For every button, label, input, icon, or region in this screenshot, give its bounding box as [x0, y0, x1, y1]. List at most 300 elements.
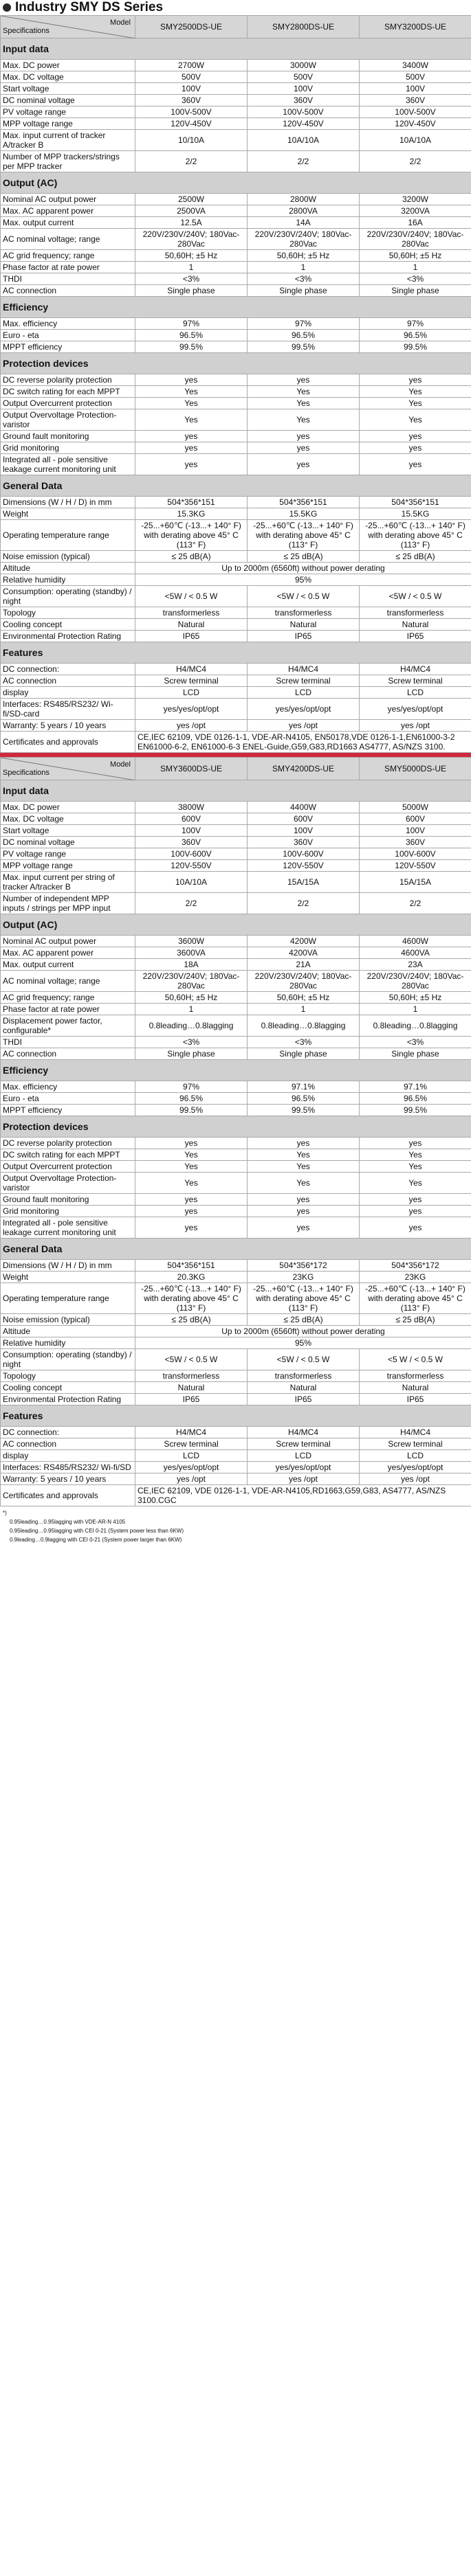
spec-value: 0.8leading…0.8lagging: [135, 1015, 248, 1037]
spec-row: [1, 1194, 471, 1206]
page-title-text: Industry SMY DS Series: [15, 0, 164, 14]
spec-value: 120V-450V: [248, 118, 360, 130]
spec-value: 360V: [135, 95, 248, 106]
spec-value: 600V: [135, 813, 248, 825]
spec-value: Single phase: [135, 285, 248, 297]
spec-row: [1, 1438, 471, 1450]
spec-value: 360V: [360, 837, 471, 848]
spec-value: 4200VA: [248, 947, 360, 959]
spec-label: Cooling concept: [1, 619, 135, 631]
spec-value: Yes: [135, 1149, 248, 1161]
spec-value: <3%: [360, 1037, 471, 1048]
spec-value-merged: Up to 2000m (6560ft) without power derating: [135, 563, 471, 574]
spec-value: 120V-550V: [135, 860, 248, 872]
spec-label: Integrated all - pole sensitive leakage current monitoring unit: [1, 454, 135, 475]
model-name: SMY5000DS-UE: [360, 758, 471, 780]
spec-row: [1, 992, 471, 1004]
section-title: Protection devices: [1, 353, 471, 374]
spec-value: ≤ 25 dB(A): [248, 1314, 360, 1326]
spec-value: 5000W: [360, 802, 471, 813]
spec-row: [1, 1450, 471, 1462]
spec-value: <3%: [135, 273, 248, 285]
spec-row: [1, 330, 471, 341]
spec-value: 99.5%: [360, 1105, 471, 1116]
spec-value: Single phase: [248, 1048, 360, 1060]
spec-value: 100V: [248, 83, 360, 95]
spec-value: 1: [360, 1004, 471, 1015]
spec-row: [1, 574, 471, 586]
model-name: SMY2800DS-UE: [248, 16, 360, 38]
spec-value: 18A: [135, 959, 248, 971]
spec-label: Max. output current: [1, 959, 135, 971]
spec-row: [1, 118, 471, 130]
spec-row: [1, 664, 471, 675]
spec-value: <5W / < 0.5 W: [135, 1349, 248, 1370]
spec-label: display: [1, 1450, 135, 1462]
spec-value: LCD: [135, 687, 248, 699]
spec-value: 1: [360, 262, 471, 273]
spec-value: yes: [135, 1217, 248, 1239]
spec-value: Yes: [135, 398, 248, 409]
section-title: Output (AC): [1, 914, 471, 936]
model-header-row: [1, 758, 471, 780]
model-name: SMY3600DS-UE: [135, 758, 248, 780]
spec-label: Warranty: 5 years / 10 years: [1, 720, 135, 732]
spec-value: 3400W: [360, 60, 471, 71]
spec-row: [1, 398, 471, 409]
spec-row: [1, 837, 471, 848]
section-title: General Data: [1, 1239, 471, 1260]
spec-label: Interfaces: RS485/RS232/ Wi-fi/SD-card: [1, 699, 135, 720]
spec-label: Relative humidity: [1, 574, 135, 586]
spec-label: Max. DC voltage: [1, 813, 135, 825]
footnote-line: 0.95leading…0.95lagging with CEI 0-21 (System power less than 6KW): [10, 1528, 184, 1534]
spec-value: 23KG: [248, 1272, 360, 1283]
spec-label: Euro - eta: [1, 330, 135, 341]
spec-value: 500V: [360, 71, 471, 83]
spec-value: 120V-450V: [360, 118, 471, 130]
spec-label: Nominal AC output power: [1, 194, 135, 205]
spec-value: IP65: [135, 631, 248, 642]
spec-row: [1, 813, 471, 825]
spec-label: Operating temperature range: [1, 520, 135, 551]
spec-row: [1, 431, 471, 442]
spec-label: Max. efficiency: [1, 318, 135, 330]
section-header-row: [1, 172, 471, 194]
spec-value: 100V-600V: [135, 848, 248, 860]
model-label: Model: [110, 760, 131, 769]
spec-value: 0.8leading…0.8lagging: [248, 1015, 360, 1037]
section-title: Features: [1, 642, 471, 664]
spec-value: 50,60H; ±5 Hz: [248, 992, 360, 1004]
spec-row: [1, 947, 471, 959]
spec-value: yes: [248, 1206, 360, 1217]
spec-value: 99.5%: [360, 341, 471, 353]
spec-row: [1, 386, 471, 398]
spec-value: 50,60H; ±5 Hz: [360, 992, 471, 1004]
spec-value: yes /opt: [135, 1473, 248, 1485]
spec-label: Warranty: 5 years / 10 years: [1, 1473, 135, 1485]
spec-label: Max. DC power: [1, 60, 135, 71]
spec-row: [1, 872, 471, 893]
section-title: Efficiency: [1, 297, 471, 318]
spec-row: [1, 1004, 471, 1015]
spec-label: Displacement power factor, configurable*: [1, 1015, 135, 1037]
specifications-label: Specifications: [3, 769, 50, 777]
spec-value: Yes: [360, 386, 471, 398]
spec-row: [1, 217, 471, 229]
spec-value: 23KG: [360, 1272, 471, 1283]
spec-label: Max. DC voltage: [1, 71, 135, 83]
spec-value: yes/yes/opt/opt: [135, 699, 248, 720]
spec-row: [1, 1473, 471, 1485]
footnote-marker: *): [3, 1510, 7, 1516]
spec-value: Yes: [360, 1173, 471, 1194]
spec-row: [1, 520, 471, 551]
spec-row: [1, 454, 471, 475]
spec-value: 50,60H; ±5 Hz: [248, 250, 360, 262]
spec-value: 360V: [248, 837, 360, 848]
spec-value: -25...+60℃ (-13...+ 140° F) with derating above 45° C (113° F): [360, 520, 471, 551]
spec-row: [1, 971, 471, 992]
spec-value: 100V-600V: [360, 848, 471, 860]
spec-value: yes: [135, 431, 248, 442]
spec-value: 504*356*151: [135, 497, 248, 508]
spec-value: LCD: [248, 1450, 360, 1462]
spec-value: 97%: [248, 318, 360, 330]
spec-value: yes/yes/opt/opt: [360, 1462, 471, 1473]
spec-value-merged: Up to 2000m (6560ft) without power derating: [135, 1326, 471, 1337]
spec-value: LCD: [135, 1450, 248, 1462]
spec-value: IP65: [248, 1394, 360, 1405]
spec-label: THDI: [1, 1037, 135, 1048]
spec-value: 20.3KG: [135, 1272, 248, 1283]
spec-label: AC nominal voltage; range: [1, 971, 135, 992]
spec-value: 360V: [248, 95, 360, 106]
section-header-row: [1, 38, 471, 60]
spec-row: [1, 1370, 471, 1382]
spec-row: [1, 508, 471, 520]
spec-value: Screw terminal: [135, 675, 248, 687]
spec-value: Single phase: [135, 1048, 248, 1060]
section-title: Output (AC): [1, 172, 471, 194]
section-header-row: [1, 1116, 471, 1138]
spec-value: 15.5KG: [360, 508, 471, 520]
spec-label: display: [1, 687, 135, 699]
spec-label: Altitude: [1, 1326, 135, 1337]
spec-value: yes: [135, 454, 248, 475]
spec-value: 1: [135, 262, 248, 273]
spec-value: ≤ 25 dB(A): [360, 551, 471, 563]
spec-value: 100V: [135, 83, 248, 95]
spec-row: [1, 1394, 471, 1405]
spec-label: Integrated all - pole sensitive leakage current monitoring unit: [1, 1217, 135, 1239]
spec-label: Operating temperature range: [1, 1283, 135, 1314]
spec-value: 360V: [135, 837, 248, 848]
spec-row: [1, 1015, 471, 1037]
spec-value: transformerless: [135, 607, 248, 619]
spec-value: <5W / < 0.5 W: [248, 586, 360, 607]
spec-value: 500V: [248, 71, 360, 83]
spec-value: 504*356*172: [248, 1260, 360, 1272]
spec-value: 120V-550V: [248, 860, 360, 872]
spec-value: Natural: [360, 1382, 471, 1394]
spec-value: yes: [360, 374, 471, 386]
spec-value: 14A: [248, 217, 360, 229]
spec-row: [1, 250, 471, 262]
spec-row: [1, 848, 471, 860]
spec-value: 0.8leading…0.8lagging: [360, 1015, 471, 1037]
spec-value: 10/10A: [135, 130, 248, 151]
spec-label: Max. input current per string of tracker A/tracker B: [1, 872, 135, 893]
spec-value: Screw terminal: [135, 1438, 248, 1450]
spec-value: yes: [135, 442, 248, 454]
spec-row: [1, 1037, 471, 1048]
spec-row: [1, 95, 471, 106]
spec-row: [1, 1314, 471, 1326]
spec-value: yes /opt: [248, 1473, 360, 1485]
spec-label: AC connection: [1, 1438, 135, 1450]
spec-value: transformerless: [248, 607, 360, 619]
spec-row: [1, 675, 471, 687]
spec-value: <3%: [135, 1037, 248, 1048]
spec-value: 96.5%: [248, 330, 360, 341]
spec-table: [0, 15, 471, 753]
spec-value: ≤ 25 dB(A): [360, 1314, 471, 1326]
section-header-row: [1, 1405, 471, 1427]
spec-label: PV voltage range: [1, 106, 135, 118]
spec-label: Certificates and approvals: [1, 1485, 135, 1506]
spec-row: [1, 1462, 471, 1473]
spec-value: yes: [360, 1194, 471, 1206]
spec-value: 99.5%: [248, 341, 360, 353]
spec-row: [1, 341, 471, 353]
spec-value: Yes: [360, 1149, 471, 1161]
model-label: Model: [110, 19, 131, 27]
spec-value: Single phase: [360, 285, 471, 297]
spec-value: 100V-600V: [248, 848, 360, 860]
spec-value: yes: [135, 374, 248, 386]
section-header-row: [1, 780, 471, 802]
spec-row: [1, 687, 471, 699]
spec-value: Screw terminal: [248, 1438, 360, 1450]
spec-table: [0, 757, 471, 1506]
spec-value: 2/2: [135, 151, 248, 172]
spec-value: 2/2: [248, 893, 360, 914]
spec-value: yes: [248, 442, 360, 454]
spec-value: yes /opt: [248, 720, 360, 732]
spec-value: yes /opt: [360, 720, 471, 732]
spec-value: 96.5%: [360, 1093, 471, 1105]
spec-value: 96.5%: [135, 1093, 248, 1105]
spec-value: 220V/230V/240V; 180Vac-280Vac: [135, 971, 248, 992]
spec-value: yes /opt: [360, 1473, 471, 1485]
spec-value: 97.1%: [248, 1081, 360, 1093]
spec-label: MPPT efficiency: [1, 1105, 135, 1116]
spec-row: [1, 1206, 471, 1217]
spec-label: Consumption: operating (standby) / night: [1, 586, 135, 607]
spec-value: 2/2: [360, 151, 471, 172]
spec-value: -25...+60℃ (-13...+ 140° F) with derating above 45° C (113° F): [248, 520, 360, 551]
spec-label: Dimensions (W / H / D) in mm: [1, 1260, 135, 1272]
spec-row: [1, 607, 471, 619]
spec-label: DC reverse polarity protection: [1, 374, 135, 386]
section-title: Input data: [1, 780, 471, 802]
spec-label: AC grid frequency; range: [1, 250, 135, 262]
spec-value: 360V: [360, 95, 471, 106]
spec-label: PV voltage range: [1, 848, 135, 860]
spec-value: 10A/10A: [248, 130, 360, 151]
spec-label: DC nominal voltage: [1, 837, 135, 848]
spec-value: Yes: [135, 1173, 248, 1194]
spec-value: -25...+60℃ (-13...+ 140° F) with derating above 45° C (113° F): [248, 1283, 360, 1314]
spec-row: [1, 130, 471, 151]
spec-row: [1, 1349, 471, 1370]
footnotes: [0, 1506, 471, 1546]
spec-value: yes: [248, 1138, 360, 1149]
spec-value: yes: [248, 374, 360, 386]
spec-label: AC connection: [1, 675, 135, 687]
spec-value: <5W / < 0.5 W: [135, 586, 248, 607]
spec-value: yes: [360, 1138, 471, 1149]
spec-value: Yes: [135, 409, 248, 431]
spec-row: [1, 959, 471, 971]
spec-value: 100V-500V: [360, 106, 471, 118]
spec-label: Max. DC power: [1, 802, 135, 813]
section-title: Efficiency: [1, 1060, 471, 1081]
spec-row: [1, 71, 471, 83]
spec-row: [1, 563, 471, 574]
spec-value: 3600W: [135, 936, 248, 947]
page-title: [0, 0, 471, 15]
spec-value: 50,60H; ±5 Hz: [135, 992, 248, 1004]
spec-value: 500V: [135, 71, 248, 83]
spec-value: 1: [248, 1004, 360, 1015]
spec-row: [1, 893, 471, 914]
spec-value: 2500VA: [135, 205, 248, 217]
spec-value: Yes: [135, 1161, 248, 1173]
spec-label: Environmental Protection Rating: [1, 631, 135, 642]
spec-value: 3200W: [360, 194, 471, 205]
section-header-row: [1, 297, 471, 318]
spec-label: Grid monitoring: [1, 442, 135, 454]
spec-row: [1, 273, 471, 285]
section-header-row: [1, 1060, 471, 1081]
spec-value: 600V: [360, 813, 471, 825]
spec-value: Yes: [248, 409, 360, 431]
spec-row: [1, 1093, 471, 1105]
spec-value: 100V: [135, 825, 248, 837]
spec-value: IP65: [135, 1394, 248, 1405]
spec-value: yes: [248, 1194, 360, 1206]
footnote-line: 0.95leading…0.95lagging with VDE-AR-N 4105: [10, 1519, 126, 1525]
spec-value: LCD: [248, 687, 360, 699]
spec-row: [1, 720, 471, 732]
spec-value: 100V-500V: [135, 106, 248, 118]
spec-row: [1, 262, 471, 273]
spec-value: 97%: [360, 318, 471, 330]
spec-value: H4/MC4: [135, 1427, 248, 1438]
spec-value: 3200VA: [360, 205, 471, 217]
spec-value: 99.5%: [248, 1105, 360, 1116]
spec-row: [1, 1161, 471, 1173]
spec-row: [1, 1149, 471, 1161]
spec-row: [1, 1217, 471, 1239]
spec-value: 12.5A: [135, 217, 248, 229]
section-header-row: [1, 914, 471, 936]
spec-value: 15.5KG: [248, 508, 360, 520]
spec-row: [1, 699, 471, 720]
spec-value: 100V: [360, 825, 471, 837]
spec-label: Certificates and approvals: [1, 732, 135, 753]
spec-value: 97%: [135, 318, 248, 330]
spec-value: 96.5%: [135, 330, 248, 341]
spec-label: Topology: [1, 1370, 135, 1382]
spec-label: Max. output current: [1, 217, 135, 229]
spec-value: IP65: [360, 1394, 471, 1405]
footnote-line: 0.9leading…0.9lagging with CEI 0-21 (System power larger than 6KW): [10, 1537, 182, 1543]
spec-row: [1, 497, 471, 508]
spec-row: [1, 194, 471, 205]
model-header-row: [1, 16, 471, 38]
spec-value: yes: [360, 454, 471, 475]
spec-value: 15A/15A: [248, 872, 360, 893]
spec-value-merged: 95%: [135, 1337, 471, 1349]
spec-label: Phase factor at rate power: [1, 262, 135, 273]
spec-value: -25...+60℃ (-13...+ 140° F) with derating above 45° C (113° F): [360, 1283, 471, 1314]
spec-value: H4/MC4: [248, 1427, 360, 1438]
spec-value: Natural: [248, 619, 360, 631]
spec-label: Noise emission (typical): [1, 1314, 135, 1326]
spec-value: H4/MC4: [360, 1427, 471, 1438]
spec-value: yes: [135, 1138, 248, 1149]
spec-value: transformerless: [360, 1370, 471, 1382]
spec-value: 100V: [360, 83, 471, 95]
spec-row: [1, 1485, 471, 1506]
spec-row: [1, 106, 471, 118]
spec-value: IP65: [360, 631, 471, 642]
spec-value: Yes: [248, 398, 360, 409]
spec-row: [1, 205, 471, 217]
spec-row: [1, 551, 471, 563]
spec-value: 96.5%: [248, 1093, 360, 1105]
spec-value: Yes: [135, 386, 248, 398]
spec-value: Yes: [248, 386, 360, 398]
spec-value: 2800W: [248, 194, 360, 205]
spec-value: H4/MC4: [360, 664, 471, 675]
spec-value: Screw terminal: [360, 675, 471, 687]
spec-row: [1, 825, 471, 837]
spec-row: [1, 1173, 471, 1194]
spec-value: transformerless: [248, 1370, 360, 1382]
spec-value: 1: [135, 1004, 248, 1015]
spec-value: 2/2: [360, 893, 471, 914]
spec-value: Natural: [360, 619, 471, 631]
section-header-row: [1, 1239, 471, 1260]
spec-label: DC connection:: [1, 664, 135, 675]
spec-value: 50,60H; ±5 Hz: [360, 250, 471, 262]
spec-label: AC connection: [1, 1048, 135, 1060]
spec-row: [1, 1283, 471, 1314]
spec-value: Screw terminal: [360, 1438, 471, 1450]
spec-value: yes/yes/opt/opt: [135, 1462, 248, 1473]
spec-label: Max. efficiency: [1, 1081, 135, 1093]
spec-label: DC reverse polarity protection: [1, 1138, 135, 1149]
spec-label: Euro - eta: [1, 1093, 135, 1105]
spec-value: yes: [360, 1217, 471, 1239]
spec-value: yes: [135, 1194, 248, 1206]
spec-value: H4/MC4: [135, 664, 248, 675]
